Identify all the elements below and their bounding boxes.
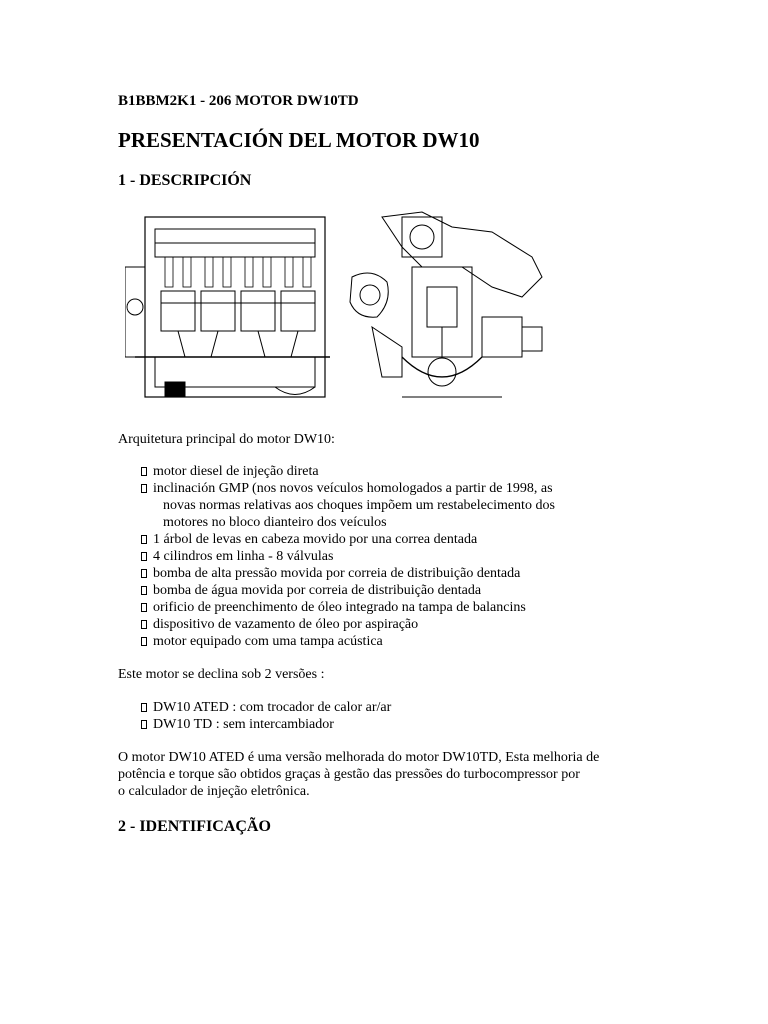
- engine-front-section-drawing: [125, 207, 337, 409]
- list-item: bomba de alta pressão movida por correia de distribuição dentada: [141, 565, 555, 582]
- list-item: 4 cilindros em linha - 8 válvulas: [141, 548, 555, 565]
- square-bullet-icon: [141, 552, 147, 561]
- square-bullet-icon: [141, 720, 147, 729]
- list-item: bomba de água movida por correia de distribuição dentada: [141, 582, 555, 599]
- square-bullet-icon: [141, 467, 147, 476]
- list-item-continuation: motores no bloco dianteiro dos veículos: [163, 515, 387, 530]
- section-heading-descripcion: 1 - DESCRIPCIÓN: [118, 172, 252, 189]
- list-item: motor diesel de injeção direta: [141, 463, 555, 480]
- versions-list: [141, 699, 391, 733]
- square-bullet-icon: [141, 586, 147, 595]
- page-title: PRESENTACIÓN DEL MOTOR DW10: [118, 128, 480, 152]
- square-bullet-icon: [141, 637, 147, 646]
- list-item: DW10 ATED : com trocador de calor ar/ar: [141, 699, 391, 716]
- list-item-continuation: novas normas relativas aos choques impõem um restabelecimento dos: [163, 498, 555, 513]
- square-bullet-icon: [141, 569, 147, 578]
- versions-intro: Este motor se declina sob 2 versões :: [118, 667, 325, 682]
- square-bullet-icon: [141, 484, 147, 493]
- square-bullet-icon: [141, 703, 147, 712]
- square-bullet-icon: [141, 620, 147, 629]
- document-code: B1BBM2K1 - 206 MOTOR DW10TD: [118, 93, 359, 109]
- section-heading-identificacao: 2 - IDENTIFICAÇÃO: [118, 818, 271, 835]
- engine-side-section-drawing: [342, 207, 545, 409]
- list-item: motor equipado com uma tampa acústica: [141, 633, 555, 650]
- list-item: inclinación GMP (nos novos veículos homologados a partir de 1998, as: [141, 480, 555, 497]
- list-item: 1 árbol de levas en cabeza movido por una correa dentada: [141, 531, 555, 548]
- architecture-list: [141, 463, 555, 650]
- list-item: dispositivo de vazamento de óleo por aspiração: [141, 616, 555, 633]
- architecture-intro: Arquitetura principal do motor DW10:: [118, 432, 335, 447]
- square-bullet-icon: [141, 535, 147, 544]
- list-item: orificio de preenchimento de óleo integrado na tampa de balancins: [141, 599, 555, 616]
- square-bullet-icon: [141, 603, 147, 612]
- improvement-paragraph: O motor DW10 ATED é uma versão melhorada do motor DW10TD, Esta melhoria de potência e torque são obtidos graças à gestão das pressões do turbocompressor por o calculador de injeção eletrônica.: [118, 750, 600, 799]
- list-item: DW10 TD : sem intercambiador: [141, 716, 391, 733]
